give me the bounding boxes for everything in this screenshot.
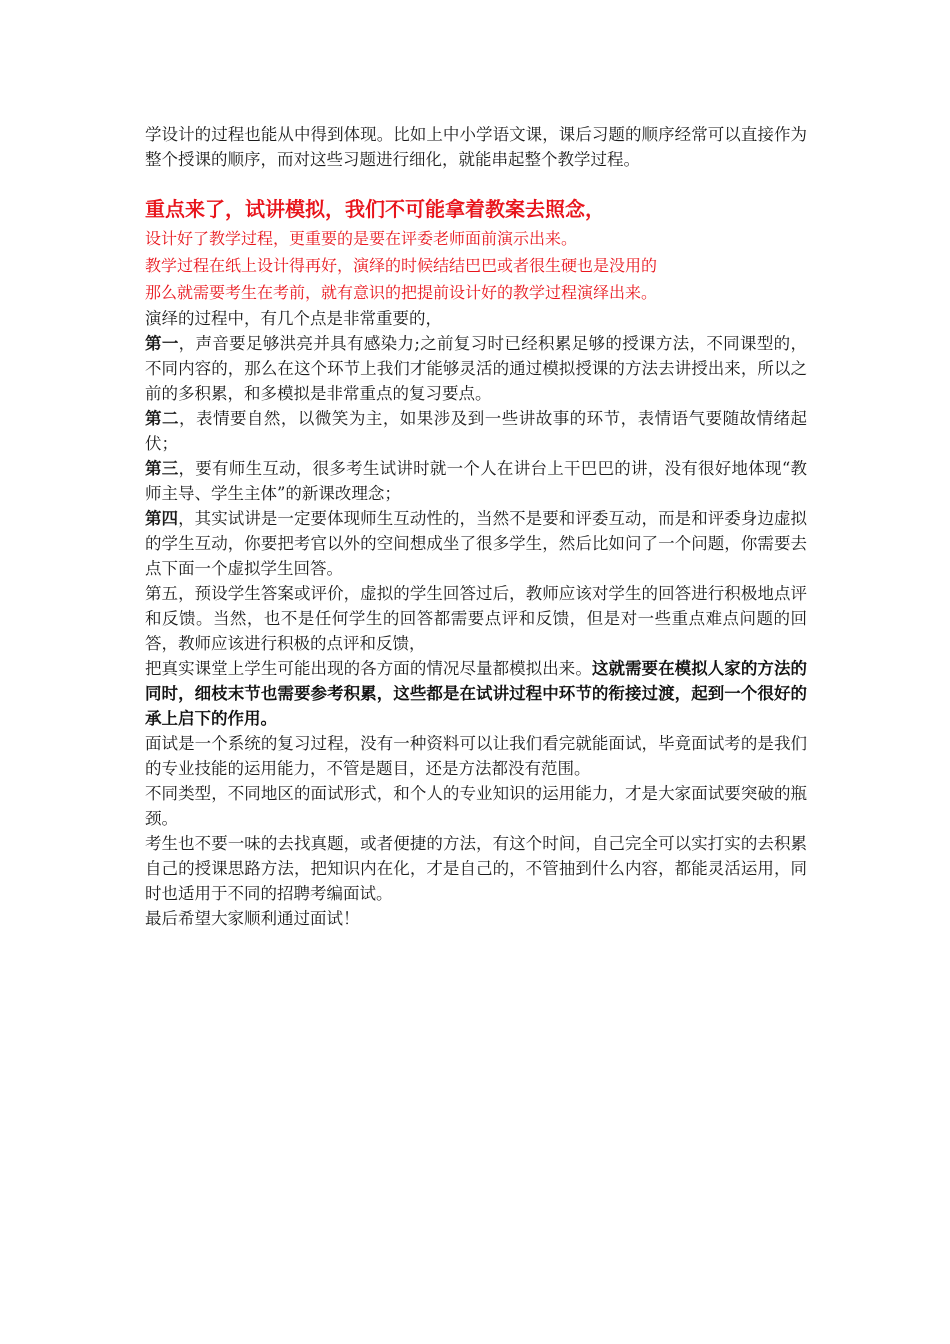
closing-paragraph: 考生也不要一味的去找真题，或者便捷的方法，有这个时间，自己完全可以实打实的去积累自己的授课思路方法，把知识内在化，才是自己的，不管抽到什么内容，都能灵活运用，同时也适用于不同的招聘考编面试。 (145, 834, 807, 903)
closing-paragraph: 面试是一个系统的复习过程，没有一种资料可以让我们看完就能面试，毕竟面试考的是我们的专业技能的运用能力，不管是题目，还是方法都没有范围。 (145, 734, 807, 778)
simulate-bold-text: 这就需要在模拟人家的方法的同时，细枝末节也需要参考积累，这些都是在试讲过程中环节的衔接过渡，起到一个很好的承上启下的作用。 (145, 659, 808, 728)
key-point-headline: 重点来了，试讲模拟，我们不可能拿着教案去照念， (145, 197, 605, 221)
point-paragraph (145, 506, 807, 581)
closing-paragraph: 最后希望大家顺利通过面试！ (145, 909, 360, 928)
point-label: 第二 (145, 409, 179, 428)
highlight-line: 那么就需要考生在考前，就有意识的把提前设计好的教学过程演绎出来。 (145, 283, 658, 302)
simulate-paragraph (145, 656, 807, 731)
point-paragraph (145, 406, 807, 456)
fifth-point-paragraph: 第五，预设学生答案或评价，虚拟的学生回答过后，教师应该对学生的回答进行积极地点评和反馈。当然，也不是任何学生的回答都需要点评和反馈，但是对一些重点难点问题的回答，教师应该进行积极的点评和反馈， (145, 584, 807, 653)
highlight-line: 教学过程在纸上设计得再好，演绎的时候结结巴巴或者很生硬也是没用的 (145, 256, 658, 275)
simulate-normal-text: 把真实课堂上学生可能出现的各方面的情况尽量都模拟出来。 (145, 659, 592, 678)
highlight-line: 设计好了教学过程，更重要的是要在评委老师面前演示出来。 (145, 229, 578, 248)
document-page (145, 122, 807, 931)
point-label: 第三 (145, 459, 179, 478)
point-text: ，声音要足够洪亮并具有感染力;之前复习时已经积累足够的授课方法，不同课型的，不同内容的，那么在这个环节上我们才能够灵活的通过模拟授课的方法去讲授出来，所以之前的多积累，和多模拟是非常重点的复习要点。 (145, 334, 808, 403)
point-text: ，表情要自然，以微笑为主，如果涉及到一些讲故事的环节，表情语气要随故情绪起伏； (145, 409, 808, 453)
point-paragraph (145, 331, 807, 406)
point-text: ，其实试讲是一定要体现师生互动性的，当然不是要和评委互动，而是和评委身边虚拟的学生互动，你要把考官以外的空间想成坐了很多学生，然后比如问了一个问题，你需要去点下面一个虚拟学生回答。 (145, 509, 808, 578)
intro-paragraph: 学设计的过程也能从中得到体现。比如上中小学语文课，课后习题的顺序经常可以直接作为整个授课的顺序，而对这些习题进行细化，就能串起整个教学过程。 (145, 125, 807, 169)
point-text: ，要有师生互动，很多考生试讲时就一个人在讲台上干巴巴的讲，没有很好地体现“教师主导、学生主体”的新课改理念； (145, 459, 808, 503)
point-label: 第一 (145, 334, 179, 353)
point-label: 第四 (145, 509, 179, 528)
points-intro: 演绎的过程中，有几个点是非常重要的， (145, 309, 442, 328)
point-paragraph (145, 456, 807, 506)
closing-paragraph: 不同类型，不同地区的面试形式，和个人的专业知识的运用能力，才是大家面试要突破的瓶颈。 (145, 784, 807, 828)
